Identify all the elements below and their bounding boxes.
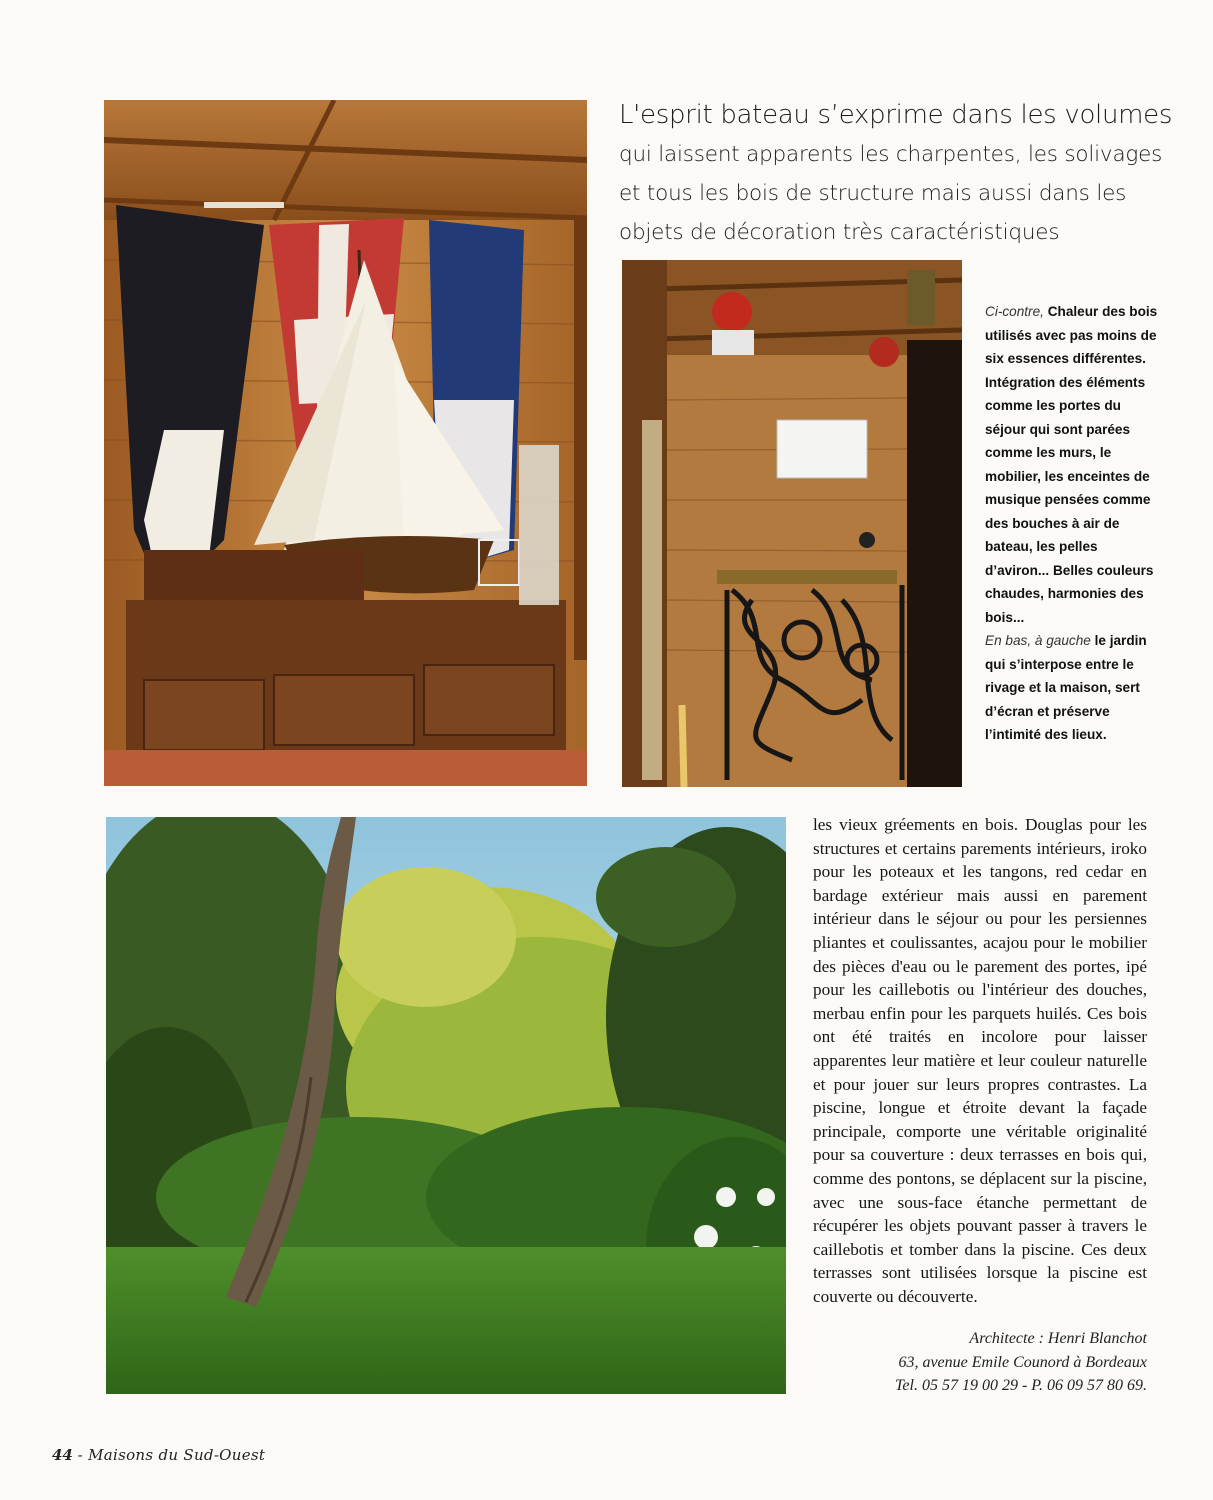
caption-text-1: Chaleur des bois utilisés avec pas moins de six essences différentes. Intégration des éléments comme les portes du séjour qui sont parées comme les murs, le mobilier, les enceintes de musique pensées comme des bouches à air de bateau, les pelles d’aviron... Belles couleurs chaudes, harmonies des bois...	[985, 304, 1158, 625]
credit-architect: Architecte : Henri Blanchot	[969, 1330, 1147, 1347]
credit-phone: Tel. 05 57 19 00 29 - P. 06 09 57 80 69.	[894, 1377, 1147, 1394]
page-number: 44	[52, 1446, 73, 1464]
caption-lead-2: En bas, à gauche	[985, 633, 1091, 648]
article-body: les vieux gréements en bois. Douglas pour les structures et certains parements intérieurs, iroko pour les poteaux et les tangons, red cedar en bardage extérieur mais aussi en parement intérieur dans le séjour ou pour les persiennes pliantes et coulissantes, acajou pour le mobilier des pièces d'eau ou le parement des portes, ipé pour les caillebotis ou l'intérieur des douches, merbau enfin pour les parquets huilés. Ces bois ont été traités en incolore pour laisser apparentes leur matière et leur couleur naturelle et pour jouer sur leurs propres contrastes. La piscine, longue et étroite devant la façade principale, comporte une véritable originalité pour sa couverture : deux terrasses en bois qui, comme des pontons, se déplacent sur la piscine, avec une sous-face étanche permettant de récupérer les objets pouvant passer à travers le caillebotis et tomber dans la piscine. Ces deux terrasses sont utilisées lorsque la piscine est couverte ou découverte.	[813, 815, 1147, 1306]
architect-credit	[895, 1327, 1147, 1398]
photo-garden	[106, 817, 786, 1394]
headline-line-1: L'esprit bateau s’exprime dans les volumes	[619, 100, 1173, 130]
headline-line-3: et tous les bois de structure mais aussi dans les	[619, 181, 1127, 206]
headline	[619, 96, 1179, 252]
headline-line-2: qui laissent apparents les charpentes, les solivages	[619, 142, 1163, 167]
photo-console-interior	[622, 260, 962, 787]
caption-text-2: le jardin qui s’interpose entre le rivage et la maison, sert d’écran et préserve l’intimité des lieux.	[985, 633, 1147, 742]
magazine-name: - Maisons du Sud-Ouest	[77, 1446, 266, 1464]
caption-lead-1: Ci-contre,	[985, 304, 1044, 319]
page-footer	[52, 1446, 265, 1464]
photo-caption	[985, 300, 1160, 747]
photo-sailboat-interior	[104, 100, 587, 786]
headline-line-4: objets de décoration très caractéristiques	[619, 220, 1060, 245]
credit-address: 63, avenue Emile Counord à Bordeaux	[898, 1353, 1147, 1371]
